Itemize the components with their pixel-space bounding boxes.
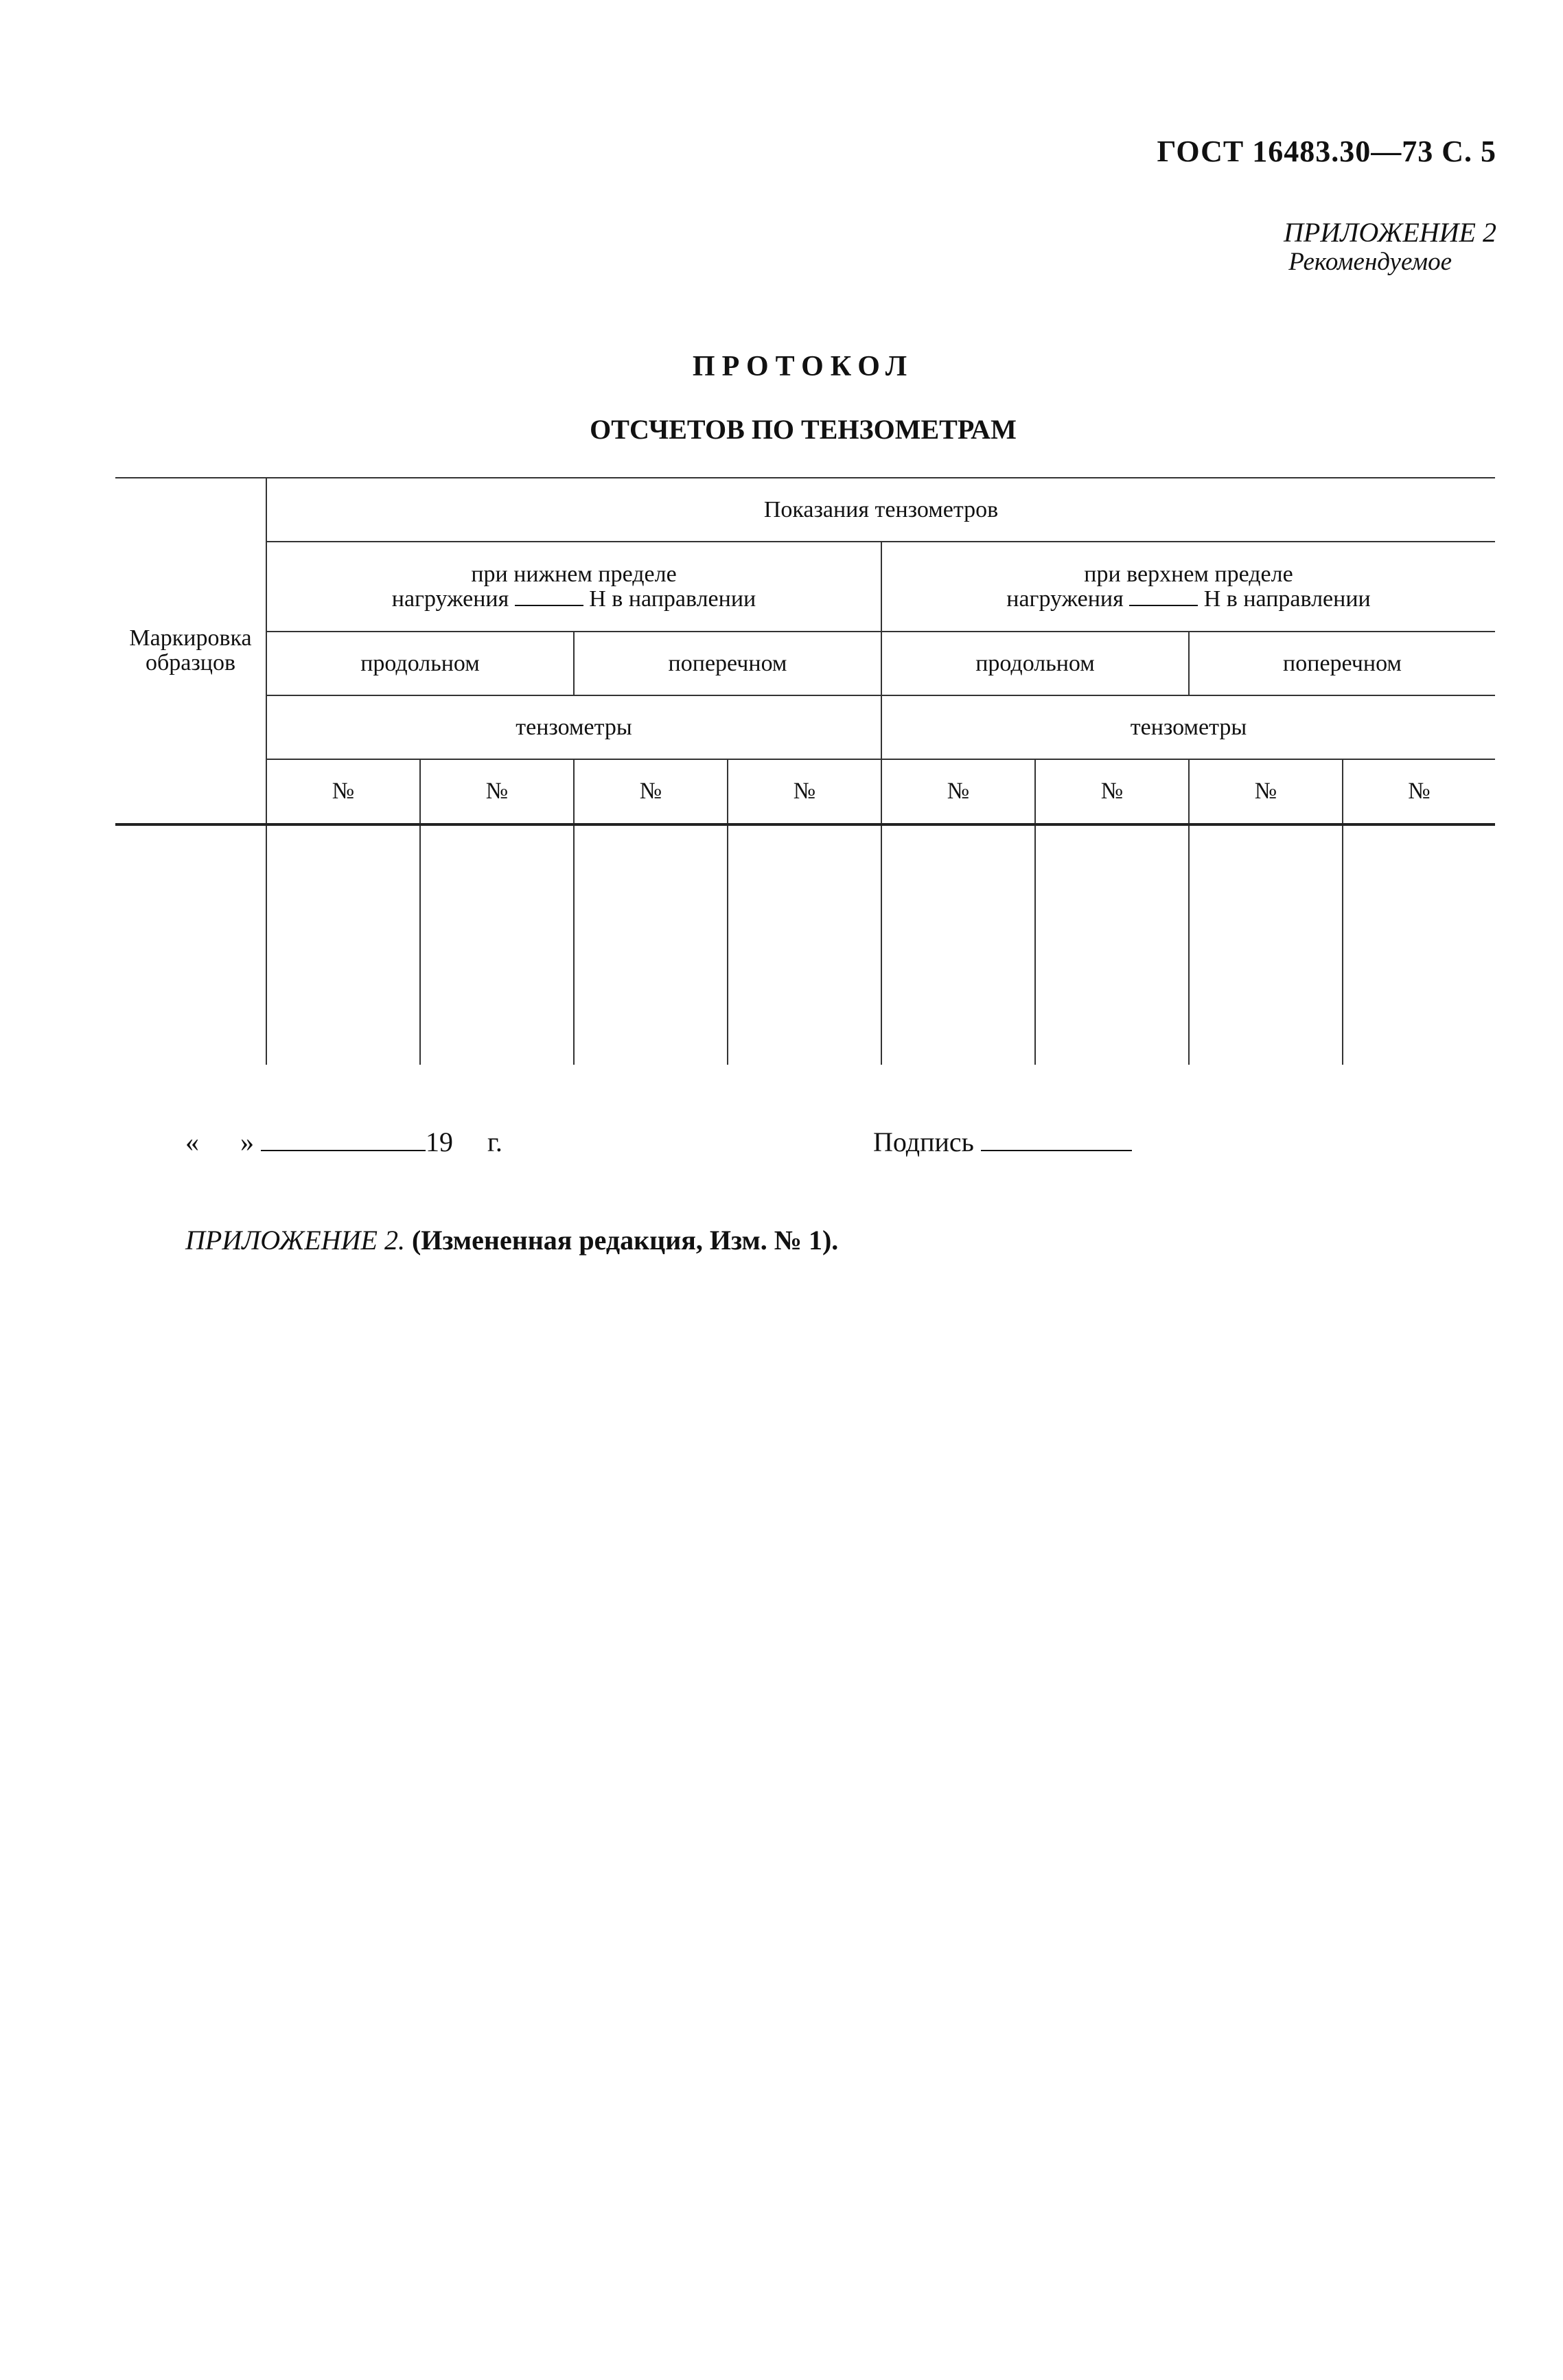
- quote-open: «: [185, 1127, 199, 1157]
- upper-transverse: поперечном: [1189, 632, 1495, 695]
- data-cell: [1343, 824, 1495, 1065]
- upper-direction-label: Н в направлении: [1203, 586, 1371, 612]
- signature-label: Подпись: [873, 1127, 974, 1157]
- gauge-number: №: [574, 759, 728, 824]
- readings-header: Показания тензометров: [266, 478, 1495, 542]
- date-line: [185, 1126, 502, 1158]
- upper-limit-header: [881, 542, 1495, 632]
- lower-longitudinal: продольном: [266, 632, 574, 695]
- lower-limit-header: [266, 542, 881, 632]
- note-appendix: ПРИЛОЖЕНИЕ 2.: [185, 1225, 405, 1256]
- upper-load-blank: [1129, 605, 1198, 606]
- note-revision: (Измененная редакция, Изм. № 1).: [411, 1225, 839, 1256]
- gauge-number: №: [1343, 759, 1495, 824]
- readings-table: [115, 477, 1495, 1065]
- data-cell: [115, 824, 266, 1065]
- data-cell: [1035, 824, 1189, 1065]
- data-cell: [574, 824, 728, 1065]
- upper-load-label: нагружения: [1006, 586, 1124, 612]
- data-cell: [420, 824, 574, 1065]
- date-blank: [261, 1150, 426, 1151]
- upper-limit-line2: [882, 587, 1495, 612]
- gauge-number: №: [1035, 759, 1189, 824]
- revision-note: [185, 1224, 838, 1256]
- gauge-number: №: [266, 759, 420, 824]
- lower-transverse: поперечном: [574, 632, 881, 695]
- data-cell: [881, 824, 1035, 1065]
- upper-gauges: тензометры: [881, 695, 1495, 759]
- quote-close: »: [240, 1127, 254, 1157]
- upper-limit-line1: при верхнем пределе: [1084, 561, 1293, 587]
- page-header: ГОСТ 16483.30—73 С. 5: [1157, 135, 1496, 168]
- data-cell: [1189, 824, 1343, 1065]
- lower-load-blank: [515, 605, 583, 606]
- appendix-status: Рекомендуемое: [1288, 248, 1452, 276]
- specimen-column-header: Маркировка образцов: [115, 478, 266, 824]
- lower-limit-line2: [267, 587, 881, 612]
- signature-blank: [981, 1150, 1132, 1151]
- upper-longitudinal: продольном: [881, 632, 1189, 695]
- document-title: ПРОТОКОЛ: [692, 351, 914, 382]
- lower-load-label: нагружения: [391, 586, 509, 612]
- gauge-number: №: [881, 759, 1035, 824]
- year-prefix: 19: [426, 1127, 453, 1157]
- lower-limit-line1: при нижнем пределе: [471, 561, 677, 587]
- gauge-number: №: [728, 759, 881, 824]
- document-subtitle: ОТСЧЕТОВ ПО ТЕНЗОМЕТРАМ: [590, 414, 1017, 445]
- appendix-label: ПРИЛОЖЕНИЕ 2: [1284, 217, 1496, 248]
- gauge-number: №: [1189, 759, 1343, 824]
- year-unit: г.: [487, 1127, 502, 1157]
- lower-direction-label: Н в направлении: [589, 586, 756, 612]
- gauge-number: №: [420, 759, 574, 824]
- data-cell: [728, 824, 881, 1065]
- lower-gauges: тензометры: [266, 695, 881, 759]
- data-cell: [266, 824, 420, 1065]
- signature-line: [873, 1126, 1132, 1158]
